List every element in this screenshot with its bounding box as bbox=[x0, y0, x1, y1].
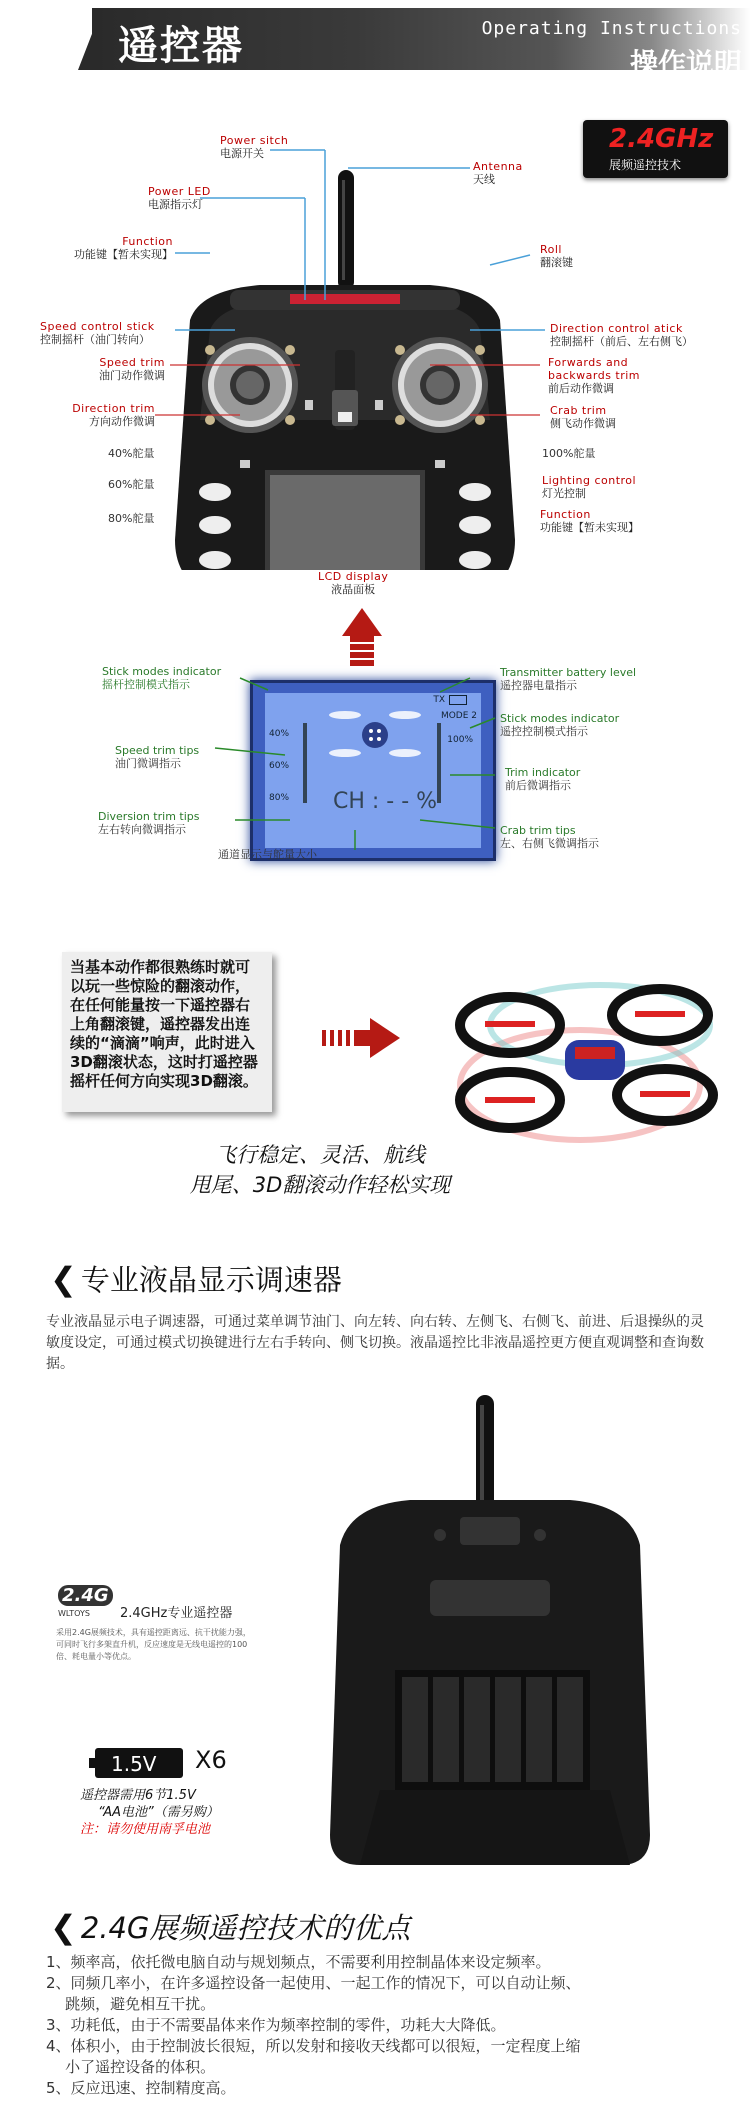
label-rate-80: 80%舵量 bbox=[108, 512, 155, 525]
label-direction-trim: Direction trim 方向动作微调 bbox=[72, 402, 155, 428]
label-channel-rate: 通道显示与舵量大小 bbox=[218, 848, 317, 861]
label-rate-100: 100%舵量 bbox=[542, 447, 596, 460]
battery-note: 遥控器需用6节1.5V “AA电池”（需另购） 注：请勿使用南孚电池 bbox=[80, 1788, 219, 1837]
wltoys-label: 2.4GHz专业遥控器 bbox=[120, 1606, 233, 1621]
list-item: 4、体积小，由于控制波长很短，所以发射和接收天线都可以很短，一定程度上缩 bbox=[46, 2037, 581, 2055]
label-crab-trim-tips: Crab trim tips 左、右侧飞微调指示 bbox=[500, 824, 599, 850]
list-item: 1、频率高，依托微电脑自动与规划频点，不需要利用控制晶体来设定频率。 bbox=[46, 1953, 551, 1971]
list-item: 3、功耗低，由于不需要晶体来作为频率控制的零件，功耗大大降低。 bbox=[46, 2016, 506, 2034]
quadcopter-image bbox=[440, 965, 740, 1155]
wltoys-desc: 采用2.4G展频技术，具有遥控距离远、抗干扰能力强，可同时飞行多架直升机，反应速度是无线电遥控的100倍、耗电量小等优点。 bbox=[56, 1628, 251, 1661]
list-item: 2、同频几率小，在许多遥控设备一起使用、一起工作的情况下，可以自动让频、 bbox=[46, 1974, 581, 1992]
lcd-60: 60% bbox=[269, 761, 290, 771]
label-rate-40: 40%舵量 bbox=[108, 447, 155, 460]
label-speed-trim-tips: Speed trim tips 油门微调指示 bbox=[115, 744, 200, 770]
label-power-led: Power LED 电源指示灯 bbox=[148, 185, 211, 211]
battery-count: X6 bbox=[195, 1746, 227, 1774]
lcd-callout-lines bbox=[0, 660, 750, 880]
section2-list bbox=[46, 1952, 706, 2099]
label-speed-trim: Speed trim 油门动作微调 bbox=[99, 356, 165, 382]
header-subtitle-cn: 操作说明 bbox=[629, 47, 742, 80]
label-power-switch: Power sitch 电源开关 bbox=[220, 134, 289, 160]
label-stick-modes-left: Stick modes indicator 摇杆控制模式指示 bbox=[102, 665, 222, 691]
page-title: 遥控器 bbox=[118, 22, 244, 69]
list-item: 5、反应迅速、控制精度高。 bbox=[46, 2079, 236, 2097]
label-lcd-display: LCD display 液晶面板 bbox=[318, 570, 389, 596]
arrow-up-icon bbox=[342, 608, 382, 636]
label-roll: Roll 翻滚键 bbox=[540, 243, 573, 269]
label-trim-indicator: Trim indicator 前后微调指示 bbox=[505, 766, 581, 792]
badge-freq: 2.4GHz bbox=[609, 124, 714, 154]
right-arrow-icon bbox=[322, 1018, 402, 1058]
battery-volt: 1.5V bbox=[111, 1752, 157, 1776]
chevron-left-icon: ❮ bbox=[50, 1908, 77, 1946]
lcd-80: 80% bbox=[269, 793, 290, 803]
battery-icon bbox=[95, 1748, 183, 1778]
label-function-left: Function 功能键【暂未实现】 bbox=[74, 235, 173, 261]
list-item: 跳频，避免相互干扰。 bbox=[46, 1995, 216, 2013]
label-rate-60: 60%舵量 bbox=[108, 478, 155, 491]
header-subtitle-en: Operating Instructions bbox=[481, 18, 742, 39]
wltoys-brand: WLTOYS bbox=[58, 1609, 90, 1618]
section1-title: ❮ 专业液晶显示调速器 bbox=[50, 1260, 342, 1298]
lcd-100: 100% bbox=[447, 735, 473, 745]
label-diversion-trim: Diversion trim tips 左右转向微调指示 bbox=[98, 810, 200, 836]
chevron-left-icon: ❮ bbox=[50, 1260, 77, 1298]
section1-text: 专业液晶显示电子调速器，可通过菜单调节油门、向左转、向右转、左侧飞、右侧飞、前进、后退操纵的灵敏度设定，可通过模式切换键进行左右手转向、侧飞切换。液晶遥控比非液晶遥控更方便直观调整和查询数据。 bbox=[46, 1314, 704, 1372]
lcd-ch: CH : - - % bbox=[333, 789, 438, 814]
label-fwd-trim: Forwards and backwards trim 前后动作微调 bbox=[548, 356, 641, 395]
label-antenna: Antenna 天线 bbox=[473, 160, 523, 186]
list-item: 小了遥控设备的体积。 bbox=[46, 2058, 216, 2076]
label-lighting: Lighting control 灯光控制 bbox=[542, 474, 637, 500]
wltoys-logo bbox=[50, 1583, 112, 1623]
label-speed-stick: Speed control stick 控制摇杆（油门转向） bbox=[40, 320, 155, 346]
flip-description: 当基本动作都很熟练时就可以玩一些惊险的翻滚动作，在任何能量按一下遥控器右上角翻滚键，遥控器发出连续的“滴滴”响声，此时进入3D翻滚状态，这时打遥控器摇杆任何方向实现3D翻滚。 bbox=[62, 952, 272, 1112]
lcd-mode: MODE 2 bbox=[440, 711, 477, 721]
lcd-tx: TX bbox=[433, 695, 445, 705]
remote-back-image bbox=[320, 1395, 660, 1875]
label-stick-modes-right: Stick modes indicator 遥控控制模式指示 bbox=[500, 712, 620, 738]
slogan: 飞行稳定、灵活、航线 甩尾、3D翻滚动作轻松实现 bbox=[189, 1143, 451, 1197]
label-tx-battery: Transmitter battery level 遥控器电量指示 bbox=[500, 666, 637, 692]
label-direction-stick: Direction control atick 控制摇杆（前后、左右侧飞） bbox=[550, 322, 693, 348]
lcd-40: 40% bbox=[269, 729, 290, 739]
label-function-right: Function 功能键【暂未实现】 bbox=[540, 508, 639, 534]
badge-tech: 展频遥控技术 bbox=[609, 158, 682, 172]
wltoys-24g: 2.4G bbox=[58, 1585, 113, 1606]
section2-title: ❮ 2.4G展频遥控技术的优点 bbox=[50, 1908, 411, 1946]
label-crab-trim: Crab trim 侧飞动作微调 bbox=[550, 404, 616, 430]
